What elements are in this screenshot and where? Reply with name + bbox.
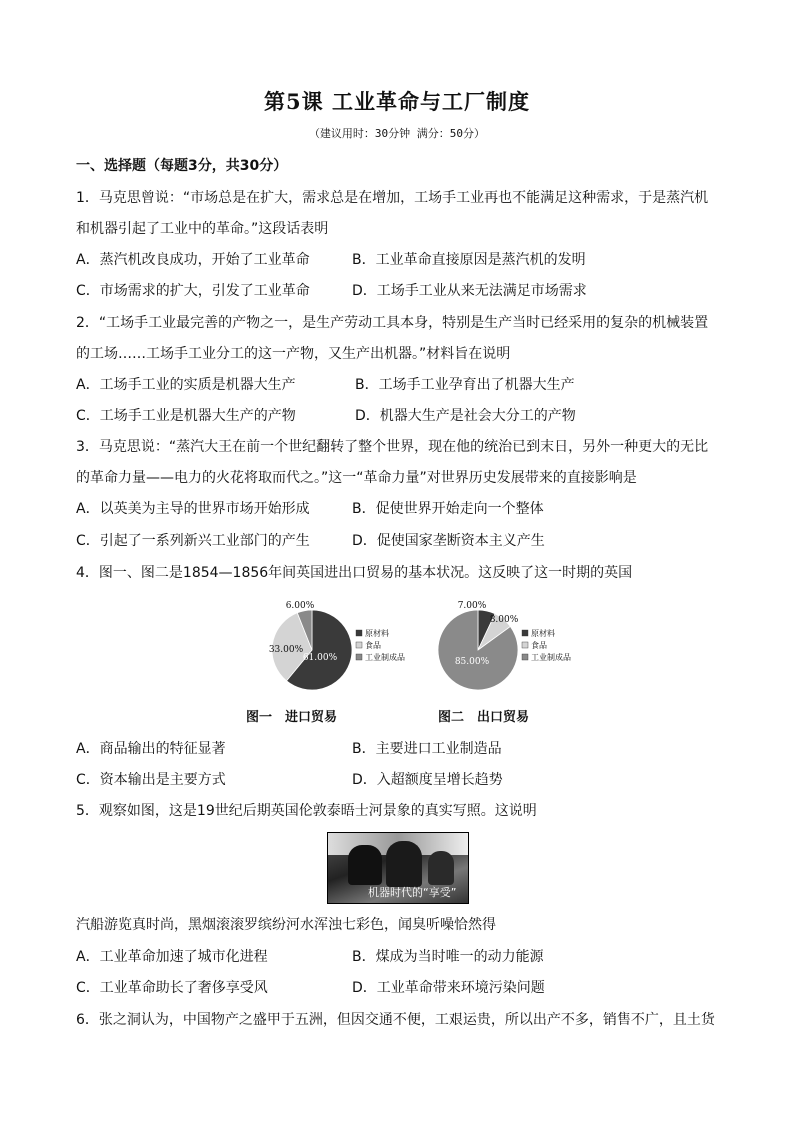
question-4-option-b: B．主要进口工业制造品 [352, 741, 502, 757]
section-heading: 一、选择题（每题3分，共30分） [76, 158, 288, 174]
legend-label: 原材料 [531, 629, 555, 638]
legend-label: 工业制成品 [365, 653, 405, 662]
question-2-line-1: 2．“工场手工业最完善的产物之一，是生产劳动工具本身，特别是生产当时已经采用的复杂的机械装置 [76, 315, 709, 331]
question-1-option-b: B．工业革命直接原因是蒸汽机的发明 [352, 252, 586, 268]
question-5-option-c: C．工业革命助长了奢侈享受风 [76, 980, 268, 996]
question-1-option-a: A．蒸汽机改良成功，开始了工业革命 [76, 252, 310, 268]
photo-figure [348, 845, 382, 885]
question-5-option-d: D．工业革命带来环境污染问题 [352, 980, 545, 996]
question-4-option-d: D．入超额度呈增长趋势 [352, 772, 503, 788]
pie-data-label: 85.00% [454, 657, 490, 667]
question-1-line-1: 1．马克思曾说：“市场总是在扩大，需求总是在增加，工场手工业再也不能满足这种需求，于是蒸汽机 [76, 190, 709, 206]
question-4-option-a: A．商品输出的特征显著 [76, 741, 226, 757]
page-title: 第5课 工业革命与工厂制度 [264, 89, 530, 114]
question-1-option-d: D．工场手工业从来无法满足市场需求 [352, 283, 587, 299]
question-4-option-c: C．资本输出是主要方式 [76, 772, 226, 788]
legend-swatch [356, 630, 362, 636]
question-4-line-1: 4．图一、图二是1854—1856年间英国进出口贸易的基本状况。这反映了这一时期的英国 [76, 565, 633, 581]
question-1-option-c: C．市场需求的扩大，引发了工业革命 [76, 283, 310, 299]
pie-chart-export [438, 601, 571, 690]
question-3-option-d: D．促使国家垄断资本主义产生 [352, 533, 545, 549]
question-5-line-1: 5．观察如图，这是19世纪后期英国伦敦泰晤士河景象的真实写照。这说明 [76, 803, 537, 819]
question-3-line-2: 的革命力量——电力的火花将取而代之。”这一“革命力量”对世界历史发展带来的直接影响是 [76, 470, 637, 486]
legend-swatch [356, 654, 362, 660]
trade-pie-charts [240, 598, 571, 700]
question-2-option-d: D．机器大生产是社会大分工的产物 [355, 408, 576, 424]
legend-label: 工业制成品 [531, 653, 571, 662]
photo-figure [428, 851, 454, 885]
question-3-option-b: B．促使世界开始走向一个整体 [352, 501, 544, 517]
legend-label: 原材料 [365, 629, 389, 638]
photo-caption: 机器时代的“享受” [368, 886, 457, 899]
pie-data-label: 8.00% [489, 615, 519, 625]
legend-label: 食品 [531, 641, 547, 650]
question-2-line-2: 的工场……工场手工业分工的这一产物，又生产出机器。”材料旨在说明 [76, 346, 511, 362]
question-5-option-b: B．煤成为当时唯一的动力能源 [352, 949, 544, 965]
question-5-poem: 汽船游览真时尚，黑烟滚滚罗缤纷河水浑浊七彩色，闻臭听噪恰然得 [76, 917, 496, 933]
question-5-option-a: A．工业革命加速了城市化进程 [76, 949, 268, 965]
pie-chart-import [269, 601, 405, 690]
pie-data-label: 33.00% [268, 645, 304, 655]
photo-figure [386, 841, 422, 887]
question-3-option-a: A．以英美为主导的世界市场开始形成 [76, 501, 310, 517]
legend-swatch [522, 642, 528, 648]
question-1-line-2: 和机器引起了工业中的革命。”这段话表明 [76, 221, 329, 237]
question-3-line-1: 3．马克思说：“蒸汽大王在前一个世纪翻转了整个世界，现在他的统治已到末日，另外一种更大的无比 [76, 439, 709, 455]
pie-data-label: 6.00% [285, 601, 315, 611]
legend-label: 食品 [365, 641, 381, 650]
pie-data-label: 7.00% [457, 601, 487, 611]
pie-data-label: 61.00% [302, 653, 338, 663]
legend-swatch [522, 654, 528, 660]
legend-swatch [356, 642, 362, 648]
question-2-option-b: B．工场手工业孕育出了机器大生产 [355, 377, 575, 393]
question-3-option-c: C．引起了一系列新兴工业部门的产生 [76, 533, 310, 549]
page-subtitle: （建议用时：30分钟 满分：50分） [308, 127, 486, 140]
question-2-option-c: C．工场手工业是机器大生产的产物 [76, 408, 296, 424]
thames-photo [327, 832, 469, 904]
question-6-line-1: 6．张之洞认为，中国物产之盛甲于五洲，但因交通不便，工艰运贵，所以出产不多，销售不广，且土货 [76, 1012, 715, 1028]
chart-1-caption: 图一 进口贸易 [246, 710, 338, 725]
chart-2-caption: 图二 出口贸易 [438, 710, 530, 725]
legend-swatch [522, 630, 528, 636]
question-2-option-a: A．工场手工业的实质是机器大生产 [76, 377, 296, 393]
